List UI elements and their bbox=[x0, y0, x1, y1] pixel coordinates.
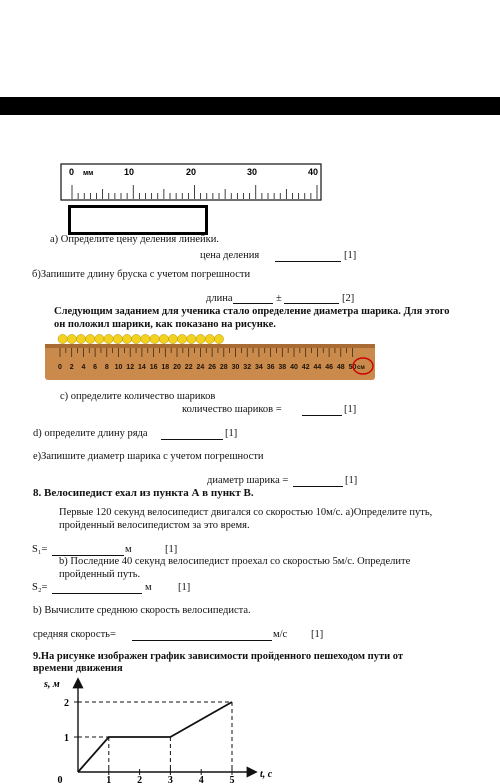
y-axis-label: s, м bbox=[44, 679, 60, 690]
s2-unit: м bbox=[145, 582, 152, 593]
question-c: c) определите количество шариков bbox=[60, 391, 216, 402]
ruler2-label: 18 bbox=[161, 364, 170, 371]
ruler1-label-30: 30 bbox=[247, 167, 258, 177]
answer-d-field[interactable] bbox=[161, 429, 223, 440]
ruler2-label: 42 bbox=[301, 364, 310, 371]
task8-c-question: b) Вычислите среднюю скорость велосипедиста. bbox=[33, 605, 251, 616]
mark-d: [1] bbox=[225, 428, 238, 439]
ruler2-label: 32 bbox=[243, 364, 252, 371]
question-b: б)Запишите длину бруска с учетом погрешности bbox=[32, 269, 251, 280]
ruler2-label: 30 bbox=[231, 364, 240, 371]
ball bbox=[214, 334, 223, 343]
s2-mark: [1] bbox=[178, 582, 191, 593]
answer-b-error-field[interactable] bbox=[284, 293, 339, 304]
ruler2-label: 40 bbox=[290, 364, 298, 371]
ball bbox=[113, 334, 122, 343]
ball bbox=[86, 334, 95, 343]
mark-a: [1] bbox=[344, 250, 357, 261]
ball bbox=[196, 334, 205, 343]
ball bbox=[104, 334, 113, 343]
ruler2-label: 46 bbox=[325, 364, 333, 371]
task8-a-line2: пройденный велосипедистом за это время. bbox=[59, 520, 250, 531]
ruler2-label: 28 bbox=[219, 364, 228, 371]
avg-speed-mark: [1] bbox=[311, 629, 324, 640]
y-tick-label: 2 bbox=[64, 698, 69, 709]
task8-a-line1: Первые 120 секунд велосипедист двигался со скоростью 10м/с. а)Определите путь, bbox=[59, 507, 433, 518]
ball bbox=[178, 334, 187, 343]
question-e: e)Запишите диаметр шарика с учетом погрешности bbox=[33, 451, 264, 462]
answer-c-field[interactable] bbox=[302, 405, 342, 416]
mark-c: [1] bbox=[344, 404, 357, 415]
ruler2-label: 10 bbox=[114, 364, 123, 371]
ruler2-label: 16 bbox=[149, 364, 158, 371]
distance-time-chart bbox=[30, 672, 290, 784]
ball bbox=[122, 334, 131, 343]
ball bbox=[150, 334, 159, 343]
task8-title: 8. Велосипедист ехал из пункта А в пункт В. bbox=[33, 487, 254, 499]
task-intro-line1: Следующим заданием для ученика стало определение диаметра шарика. Для этого bbox=[54, 306, 450, 317]
x-tick-label: 1 bbox=[106, 775, 112, 784]
wooden-ruler bbox=[45, 344, 375, 380]
ruler2-label: 22 bbox=[184, 364, 193, 371]
s2-field[interactable] bbox=[52, 583, 142, 594]
ball bbox=[141, 334, 150, 343]
s1-mark: [1] bbox=[165, 544, 178, 555]
ruler1-label-40: 40 bbox=[308, 167, 319, 177]
ruler2-label: 24 bbox=[196, 364, 205, 371]
ruler2-label: 20 bbox=[173, 364, 181, 371]
plus-minus-sign: ± bbox=[276, 293, 282, 304]
ruler1-unit-label: мм bbox=[83, 170, 94, 177]
task9-line2: времени движения bbox=[33, 663, 123, 674]
answer-b-value-field[interactable] bbox=[233, 293, 273, 304]
ball bbox=[187, 334, 196, 343]
ball bbox=[168, 334, 177, 343]
ball bbox=[159, 334, 168, 343]
ruler2-label: 44 bbox=[313, 364, 322, 371]
question-d: d) определите длину ряда bbox=[33, 428, 148, 439]
ruler2-unit: см bbox=[357, 365, 365, 371]
x-tick-label: 0 bbox=[57, 775, 63, 784]
x-tick-label: 4 bbox=[198, 775, 204, 784]
ruler1-label-10: 10 bbox=[124, 167, 135, 177]
ruler2-label: 4 bbox=[81, 364, 86, 371]
avg-speed-unit: м/с bbox=[273, 629, 288, 640]
ruler2-label: 48 bbox=[336, 364, 345, 371]
answer-e-label: диаметр шарика = bbox=[207, 475, 289, 486]
ruler2-label: 26 bbox=[208, 364, 216, 371]
mark-b: [2] bbox=[342, 293, 355, 304]
ball bbox=[76, 334, 85, 343]
ruler2-label: 12 bbox=[126, 364, 135, 371]
answer-b-label: длина bbox=[206, 293, 233, 304]
ball bbox=[205, 334, 214, 343]
task8-b-line1: b) Последние 40 секунд велосипедист проехал со скоростью 5м/с. Определите bbox=[59, 556, 411, 567]
answer-a-field[interactable] bbox=[275, 251, 341, 262]
ruler2-label: 34 bbox=[255, 364, 263, 371]
x-axis-label: t, с bbox=[260, 769, 273, 780]
s1-field[interactable] bbox=[52, 545, 124, 556]
s2-label: S₂= bbox=[32, 582, 48, 593]
s1-unit: м bbox=[125, 544, 132, 555]
ruler2-label: 50 bbox=[348, 364, 357, 371]
ball bbox=[95, 334, 104, 343]
header-band bbox=[0, 97, 500, 115]
ruler2-label: 36 bbox=[266, 364, 275, 371]
ruler2-label: 8 bbox=[104, 364, 109, 371]
answer-a-label: цена деления bbox=[200, 250, 260, 261]
ruler2-label: 38 bbox=[278, 364, 287, 371]
ruler1-label-20: 20 bbox=[186, 167, 197, 177]
task-intro-line2: он положил шарики, как показано на рисунке. bbox=[54, 319, 276, 330]
s1-label: S₁= bbox=[32, 544, 48, 555]
ball bbox=[67, 334, 76, 343]
task8-b-line2: пройденный путь. bbox=[59, 569, 141, 580]
ruler2-label: 0 bbox=[58, 364, 62, 371]
mm-ruler-figure bbox=[60, 163, 322, 203]
ruler1-label-0: 0 bbox=[69, 167, 75, 177]
x-tick-label: 5 bbox=[229, 775, 235, 784]
question-a: a) Определите цену деления линейки. bbox=[50, 234, 219, 245]
bar-block bbox=[68, 205, 208, 235]
ruler2-label: 6 bbox=[93, 364, 98, 371]
avg-speed-field[interactable] bbox=[132, 630, 272, 641]
x-tick-label: 3 bbox=[167, 775, 173, 784]
balls-ruler-figure bbox=[45, 333, 375, 381]
ball bbox=[132, 334, 141, 343]
ruler2-label: 14 bbox=[138, 364, 146, 371]
y-tick-label: 1 bbox=[64, 733, 69, 744]
avg-speed-label: средняя скорость= bbox=[33, 629, 116, 640]
task9-line1: 9.На рисунке изображен график зависимости пройденного пешеходом пути от bbox=[33, 651, 404, 662]
ruler2-label: 2 bbox=[69, 364, 74, 371]
ball bbox=[58, 334, 67, 343]
x-tick-label: 2 bbox=[137, 775, 143, 784]
mark-e: [1] bbox=[345, 475, 358, 486]
answer-e-field[interactable] bbox=[293, 476, 343, 487]
answer-c-label: количество шариков = bbox=[182, 404, 282, 415]
